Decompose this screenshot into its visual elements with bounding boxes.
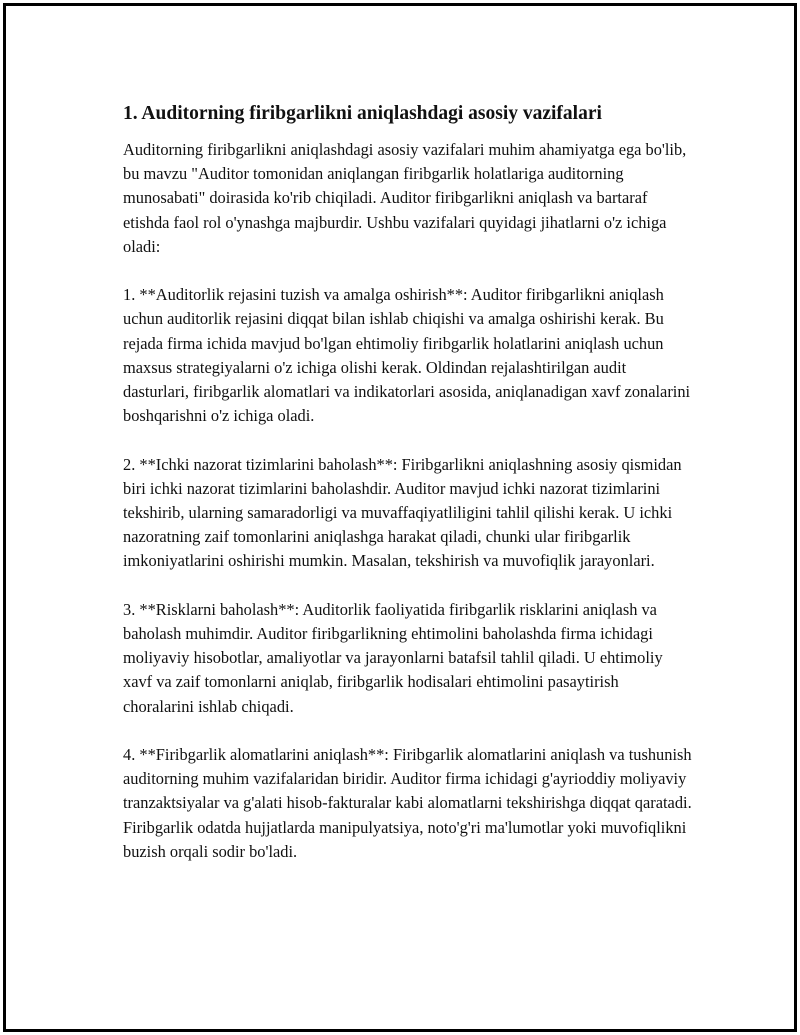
paragraph-fraud-signs: 4. **Firibgarlik alomatlarini aniqlash**: Firibgarlik alomatlarini aniqlash va tushunish auditorning muhim vazifalaridan biridir. Auditor firma ichidagi g'ayrioddiy moliyaviy tranzaktsiyalar va g'alati hisob-fakturalar kabi alomatlarni tekshirishga diqqat qaratadi. Firibgarlik odatda hujjatlarda manipulyatsiya, noto'g'ri ma'lumotlar yoki muvofiqlikni buzish orqali sodir bo'ladi. <box>123 745 692 861</box>
document-title: 1. Auditorning firibgarlikni aniqlashdagi asosiy vazifalari <box>123 103 602 124</box>
intro-paragraph: Auditorning firibgarlikni aniqlashdagi asosiy vazifalari muhim ahamiyatga ega bo'lib, bu mavzu "Auditor tomonidan aniqlangan firibgarlik holatlariga auditorning munosabati" doirasida ko'rib chiqiladi. Auditor firibgarlikni aniqlash va bartaraf etishda faol rol o'ynashga majburdir. Ushbu vazifalari quyidagi jihatlarni o'z ichiga oladi: <box>123 140 687 256</box>
paragraph-audit-plan: 1. **Auditorlik rejasini tuzish va amalga oshirish**: Auditor firibgarlikni aniqlash uchun auditorlik rejasini diqqat bilan ishlab chiqishi va amalga oshirishi kerak. Bu rejada firma ichida mavjud bo'lgan ehtimoliy firibgarlik holatlarini aniqlash uchun maxsus strategiyalarni o'z ichiga olishi kerak. Oldindan rejalashtirilgan audit dasturlari, firibgarlik alomatlari va indikatorlari asosida, aniqlanadigan xavf zonalarini boshqarishni o'z ichiga oladi. <box>123 285 691 426</box>
paragraph-internal-control: 2. **Ichki nazorat tizimlarini baholash**: Firibgarlikni aniqlashning asosiy qismidan biri ichki nazorat tizimlarini baholashdir. Auditor mavjud ichki nazorat tizimlarini tekshirib, ularning samaradorligi va muvaffaqiyatliligini tahlil qilishi kerak. U ichki nazoratning zaif tomonlarini aniqlashga harakat qiladi, chunki ular firibgarlik imkoniyatlarini oshirishi mumkin. Masalan, tekshirish va muvofiqlik jarayonlari. <box>123 454 682 571</box>
page-frame <box>3 3 797 1032</box>
paragraph-risk-assessment: 3. **Risklarni baholash**: Auditorlik faoliyatida firibgarlik risklarini aniqlash va baholash muhimdir. Auditor firibgarlikning ehtimolini baholashda firma ichidagi moliyaviy hisobotlar, amaliyotlar va jarayonlarni batafsil tahlil qiladi. U ehtimoliy xavf va zaif tomonlarni aniqlab, firibgarlik hodisalari ehtimolini pasaytirish choralarini ishlab chiqadi. <box>123 599 663 716</box>
document-body <box>123 102 693 888</box>
